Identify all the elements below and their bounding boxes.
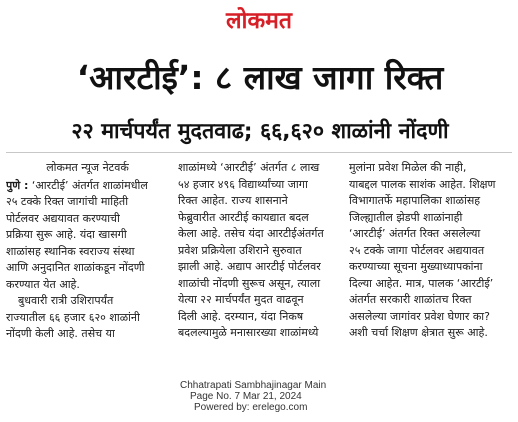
column-line: दिल्या आहेत. मात्र, पालक ‘आरटीई’ — [349, 276, 494, 290]
column-line: शाळांची नोंदणी सुरूच असून, त्याला — [178, 276, 321, 290]
column-line: दिली आहे. दरम्यान, यंदा निकष — [178, 309, 304, 323]
column-line: मुलांना प्रवेश मिळेल की नाही, — [349, 161, 467, 174]
headline-divider — [6, 152, 512, 153]
column-line: अंतर्गत सरकारी शाळांतच रिक्त — [349, 293, 472, 306]
powered-by-label: Powered by: erelego.com — [194, 402, 308, 413]
column-line: रिक्त आहेत. राज्य शासनाने — [178, 194, 288, 207]
column-line: अशी चर्चा शिक्षण क्षेत्रात सुरू आहे. — [349, 326, 488, 339]
edition-label: Chhatrapati Sambhajinagar Main — [180, 380, 327, 391]
article-subheadline: २२ मार्चपर्यंत मुदतवाढ; ६६,६२० शाळांनी नोंदणी — [71, 119, 449, 144]
article-byline: लोकमत न्यूज नेटवर्क — [46, 161, 129, 174]
column-line: केला आहे. तसेच यंदा आरटीईअंतर्गत — [178, 227, 324, 240]
column-text: ‘आरटीई’ अंतर्गत शाळांमधील — [28, 178, 148, 192]
column-line: प्रवेश प्रक्रियेला उशिराने सुरुवात — [178, 243, 302, 257]
column-line: करण्यात येत आहे. — [6, 277, 80, 291]
column-line: करण्याच्या सूचना मुख्याध्यापकांना — [349, 260, 483, 273]
page-footer — [180, 380, 360, 413]
newspaper-logo: लोकमत — [225, 7, 293, 34]
page-date-label: Page No. 7 Mar 21, 2024 — [190, 391, 302, 402]
column-line: ५४ हजार ४९६ विद्यार्थ्यांच्या जागा — [178, 177, 308, 191]
article-dateline: पुणे : — [6, 178, 29, 192]
column-line: शाळांसह स्थानिक स्वराज्य संस्था — [6, 244, 135, 258]
column-line: २५ टक्के रिक्त जागांची माहिती — [6, 195, 129, 208]
article-column-1 — [6, 160, 169, 343]
column-line: याबद्दल पालक साशंक आहेत. शिक्षण — [349, 177, 496, 191]
article-column-3 — [349, 160, 514, 342]
column-line: फेब्रुवारीत आरटीई कायद्यात बदल — [178, 210, 309, 224]
column-line: असलेल्या जागांवर प्रवेश घेणार का? — [349, 309, 490, 323]
column-line: येत्या २२ मार्चपर्यंत मुदत वाढवून — [178, 293, 304, 306]
column-line: बुधवारी रात्री उशिरापर्यंत — [18, 294, 114, 307]
column-line: शाळांमध्ये ‘आरटीई’ अंतर्गत ८ लाख — [178, 161, 320, 174]
column-line — [6, 178, 169, 195]
column-line: आणि अनुदानित शाळांकडून नोंदणी — [6, 261, 145, 274]
column-line: राज्यातील ६६ हजार ६२० शाळांनी — [6, 310, 140, 324]
column-line: विभागातर्फे महापालिका शाळांसह — [349, 194, 481, 207]
column-line: झाली आहे. अद्याप आरटीई पोर्टलवर — [178, 260, 321, 273]
article-headline: ‘आरटीई’: ८ लाख जागा रिक्त — [76, 58, 444, 97]
column-line: प्रक्रिया सुरू आहे. यंदा खासगी — [6, 228, 127, 241]
article-column-2 — [178, 160, 341, 342]
column-line: ‘आरटीई’ अंतर्गत रिक्त असलेल्या — [349, 227, 481, 240]
column-line: नोंदणी केली आहे. तसेच या — [6, 327, 115, 340]
column-line: पोर्टलवर अद्ययावत करण्याची — [6, 211, 120, 225]
column-line: २५ टक्के जागा पोर्टलवर अद्ययावत — [349, 243, 485, 257]
column-line: बदलल्यामुळे मनासारख्या शाळांमध्ये — [178, 326, 319, 339]
column-line: जिल्ह्यातील झेडपी शाळांनाही — [349, 210, 463, 224]
